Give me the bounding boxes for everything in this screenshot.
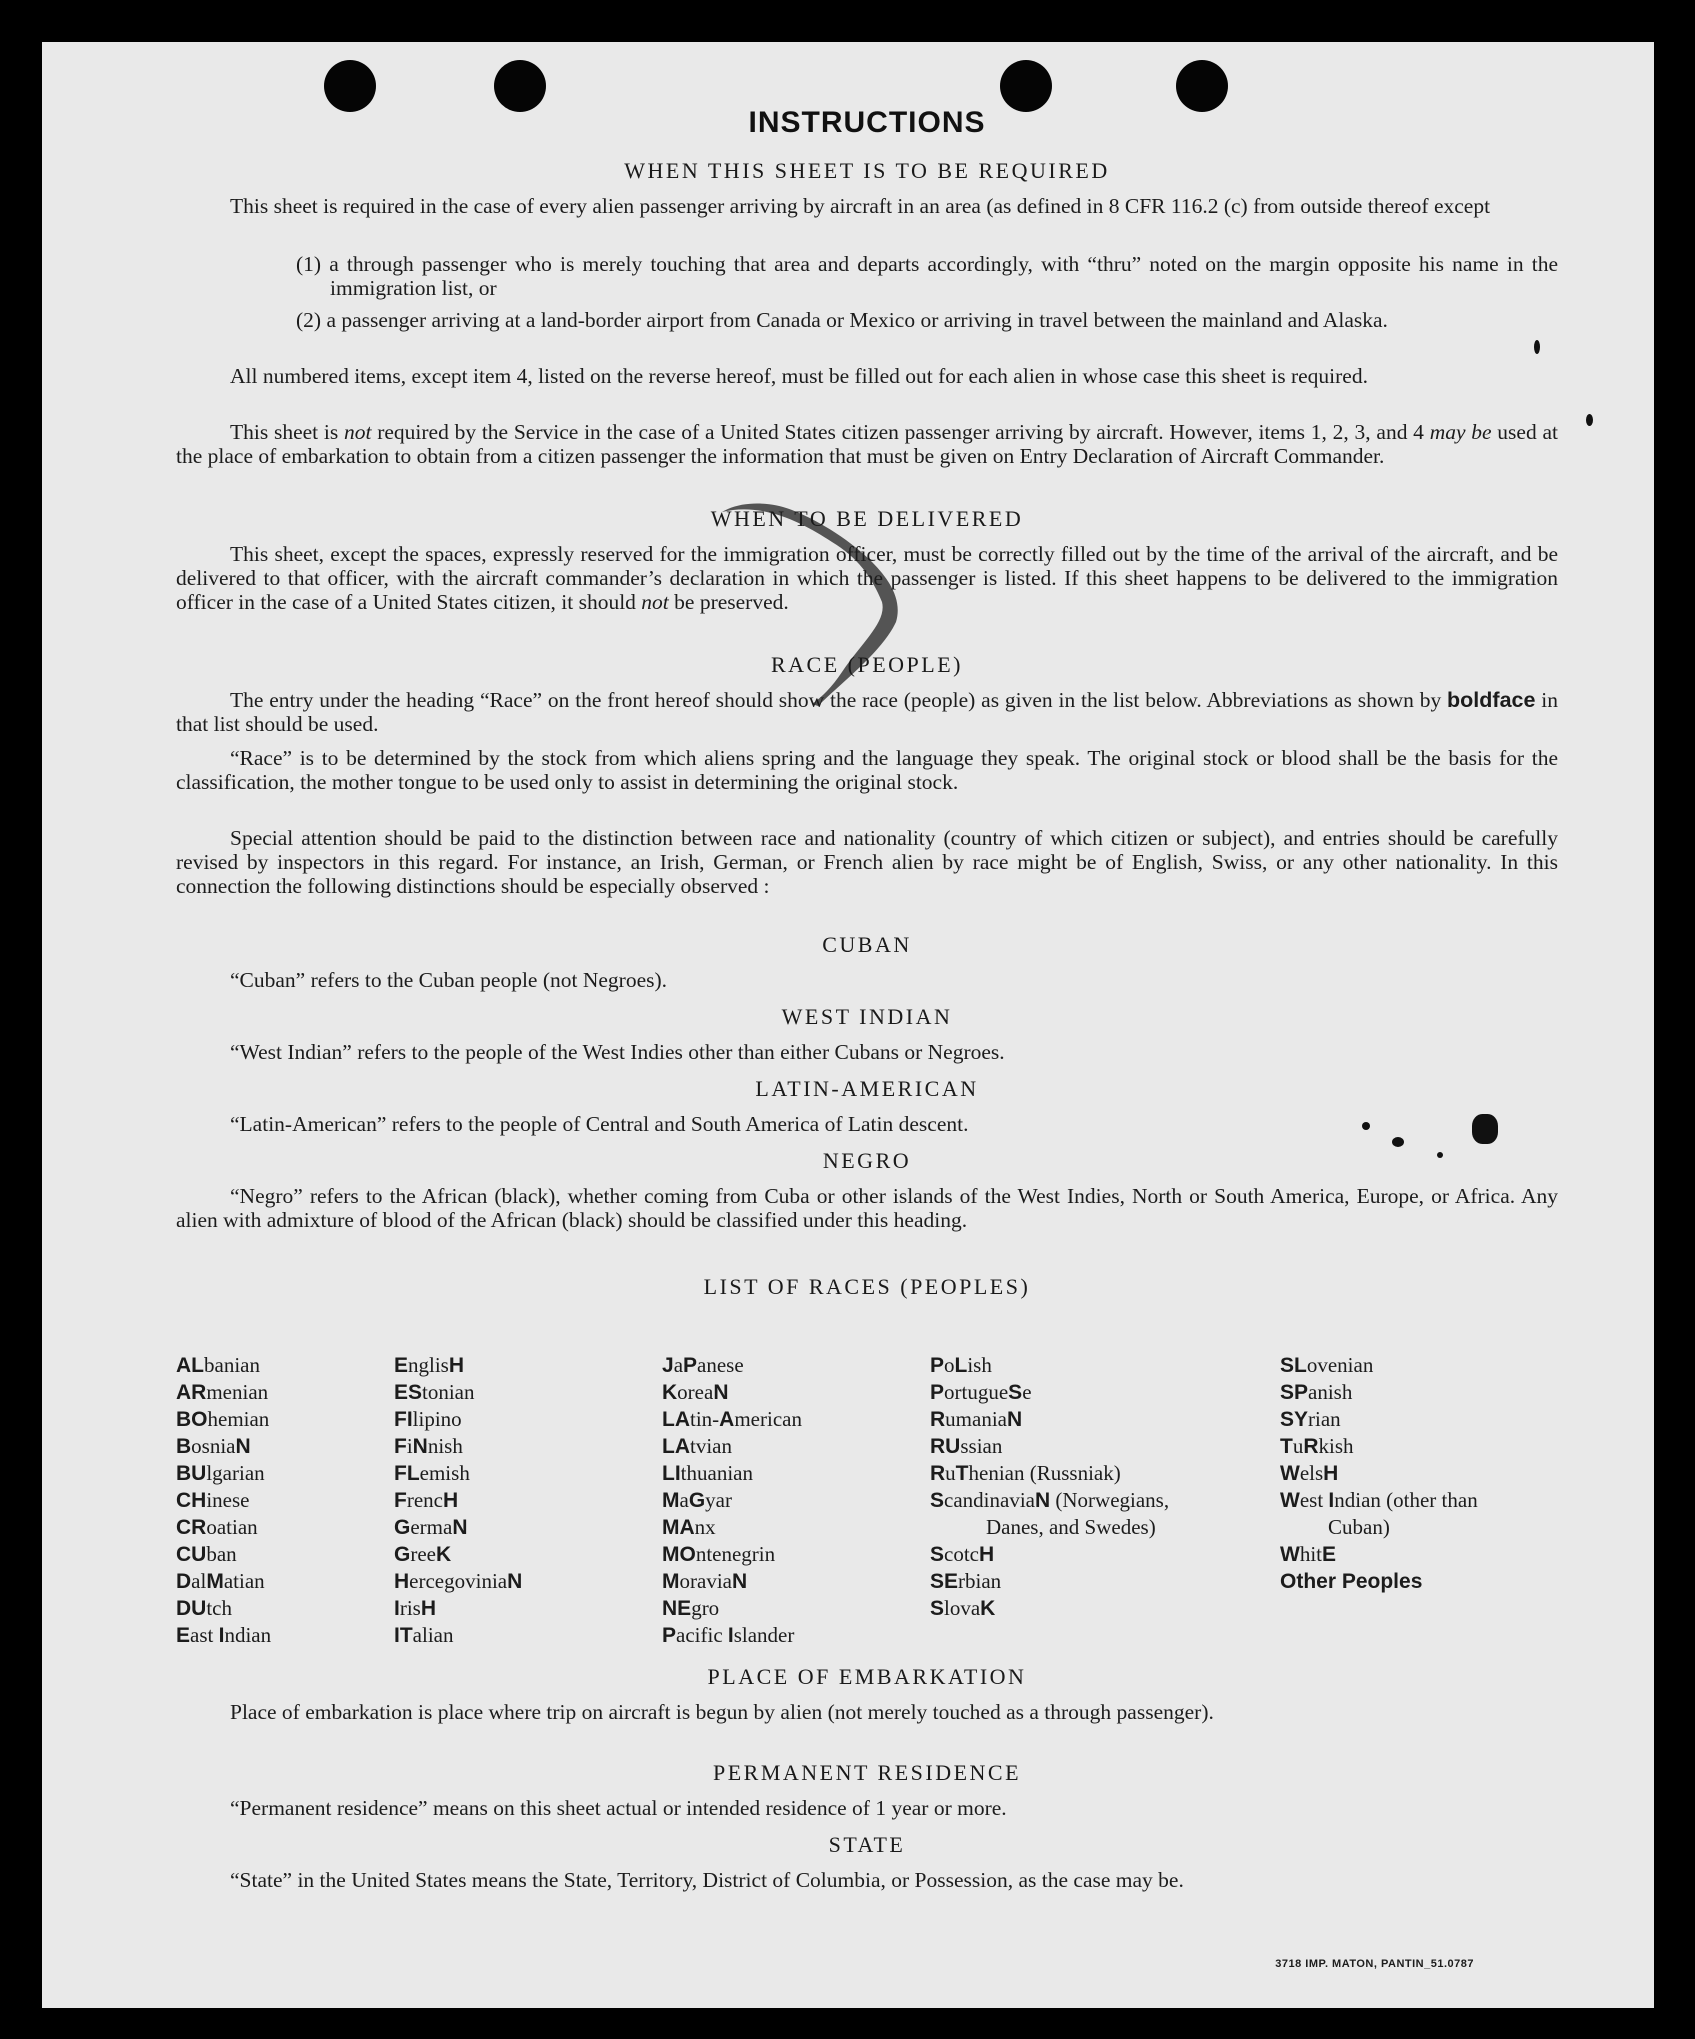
race-entry	[662, 1568, 912, 1595]
race-column	[662, 1352, 912, 1649]
heading-race: RACE (PEOPLE)	[771, 652, 963, 677]
race-entry-segment: MA	[662, 1516, 695, 1539]
race-entry-segment: ercegovinia	[409, 1569, 508, 1593]
race-entry	[662, 1541, 912, 1568]
race-entry-segment: CR	[176, 1516, 207, 1539]
race-entry-segment: BO	[176, 1408, 208, 1431]
race-entry	[1280, 1433, 1540, 1460]
race-entry	[394, 1595, 634, 1622]
heading-west-indian: WEST INDIAN	[781, 1004, 953, 1029]
race-entry	[930, 1352, 1220, 1379]
race-entry-segment: atian	[223, 1569, 265, 1593]
heading-state: STATE	[828, 1832, 906, 1857]
race-entry	[394, 1622, 634, 1649]
race-para-1: The entry under the heading “Race” on the front hereof should show the race (people) as given in the list below. Abbreviations as shown by boldface in that list should be used.	[176, 688, 1558, 736]
race-entry-segment: alian	[412, 1623, 454, 1647]
race-entry-segment: K	[980, 1597, 996, 1620]
race-entry	[930, 1433, 1220, 1460]
race-entry-segment: BU	[176, 1462, 207, 1485]
heading-latin-american: LATIN-AMERICAN	[755, 1076, 979, 1101]
race-entry	[176, 1379, 376, 1406]
race-entry-segment: IT	[394, 1624, 413, 1647]
race-entry-segment: candinavia	[944, 1488, 1035, 1512]
when-delivered-text: This sheet, except the spaces, expressly reserved for the immigration officer, must be correctly filled out by the time of the arrival of the aircraft, and be delivered to that officer, with the aircraft commander’s declaration in which the passenger is listed. If this sheet happens to be delivered to the immigration officer in the case of a United States citizen, it should not be preserved.	[176, 542, 1558, 614]
document-sheet	[42, 42, 1654, 2008]
race-entry-segment: ovenian	[1306, 1353, 1374, 1377]
race-para-2: “Race” is to be determined by the stock from which aliens spring and the language they speak. The original stock or blood shall be the basis for the classification, the mother tongue to be used only to assist in determining the original stock.	[176, 746, 1558, 794]
race-entry-segment: merican	[734, 1407, 802, 1431]
race-entry-segment: ortugue	[944, 1380, 1009, 1404]
race-entry	[1280, 1487, 1540, 1541]
race-entry	[394, 1406, 634, 1433]
race-entry	[176, 1541, 376, 1568]
race-entry-segment: H	[420, 1597, 437, 1620]
heading-when-delivered: WHEN TO BE DELIVERED	[710, 506, 1024, 531]
race-entry	[930, 1568, 1220, 1595]
race-entry	[1280, 1460, 1540, 1487]
race-entry-segment: o	[944, 1353, 955, 1377]
race-entry-segment: AL	[176, 1354, 204, 1377]
race-entry-segment: M	[662, 1489, 680, 1512]
race-entry-segment: H	[1323, 1462, 1339, 1485]
race-entry-segment: DU	[176, 1597, 207, 1620]
race-entry-segment: CH	[176, 1489, 207, 1512]
race-entry	[394, 1433, 634, 1460]
race-entry	[662, 1622, 912, 1649]
race-entry-segment: W	[1280, 1462, 1300, 1485]
race-entry	[662, 1460, 912, 1487]
race-list	[176, 1352, 1558, 1652]
race-entry	[176, 1406, 376, 1433]
race-entry-segment: SL	[1280, 1354, 1307, 1377]
race-entry-segment: osnia	[191, 1434, 236, 1458]
heading-permanent-residence: PERMANENT RESIDENCE	[712, 1760, 1022, 1785]
race-entry	[176, 1514, 376, 1541]
race-entry-segment: W	[1280, 1543, 1300, 1566]
race-entry-segment: H	[442, 1489, 459, 1512]
race-entry-segment: anese	[697, 1353, 744, 1377]
race-entry-segment: M	[206, 1570, 224, 1593]
race-entry-segment: ban	[206, 1542, 237, 1566]
printer-imprint: 3718 IMP. MATON, PANTIN_51.0787	[1275, 1958, 1474, 1970]
race-entry-segment: N	[452, 1516, 468, 1539]
race-entry	[176, 1595, 376, 1622]
race-entry-segment: N	[412, 1435, 428, 1458]
heading-embarkation: PLACE OF EMBARKATION	[707, 1664, 1027, 1689]
race-entry-segment: hemian	[207, 1407, 270, 1431]
race-entry-segment: I	[218, 1624, 225, 1647]
race-entry-segment: AR	[176, 1381, 207, 1404]
race-entry-segment: N	[713, 1381, 729, 1404]
race-entry-segment: F	[394, 1435, 407, 1458]
race-entry-segment: u	[945, 1461, 956, 1485]
race-entry-segment: L	[954, 1354, 968, 1377]
negro-text: “Negro” refers to the African (black), whether coming from Cuba or other islands of the West Indies, North or South America, Europe, or Africa. Any alien with admixture of blood of the African (black) should be classified under this heading.	[176, 1184, 1558, 1232]
race-entry	[394, 1514, 634, 1541]
race-entry-segment: R	[930, 1408, 946, 1431]
race-entry	[662, 1379, 912, 1406]
race-entry	[176, 1460, 376, 1487]
race-entry-segment: hit	[1299, 1542, 1322, 1566]
race-entry-segment: S	[930, 1543, 945, 1566]
punch-hole	[494, 60, 546, 112]
race-entry	[394, 1541, 634, 1568]
race-entry	[394, 1460, 634, 1487]
race-entry-segment: nish	[427, 1434, 463, 1458]
race-entry-segment: H	[979, 1543, 995, 1566]
embarkation-text: Place of embarkation is place where trip on aircraft is begun by alien (not merely touched as a through passenger).	[230, 1700, 1214, 1724]
race-entry	[662, 1487, 912, 1514]
race-entry-segment: inese	[206, 1488, 250, 1512]
race-entry-segment: MO	[662, 1543, 696, 1566]
race-entry	[662, 1433, 912, 1460]
race-entry-segment: I	[394, 1597, 400, 1620]
race-entry-segment: ris	[399, 1596, 421, 1620]
race-entry-segment: menian	[206, 1380, 269, 1404]
race-entry	[394, 1352, 634, 1379]
race-entry-segment: E	[1322, 1543, 1337, 1566]
race-entry-segment: nx	[694, 1515, 716, 1539]
race-column	[1280, 1352, 1540, 1595]
race-entry-segment: lova	[944, 1596, 981, 1620]
race-entry-segment: S	[930, 1489, 945, 1512]
race-entry	[662, 1514, 912, 1541]
race-entry-segment: H	[394, 1570, 410, 1593]
race-entry-segment: tin-	[690, 1407, 720, 1431]
race-entry-segment: (Norwegians, Danes, and Swedes)	[986, 1488, 1170, 1539]
race-entry-segment: cotc	[944, 1542, 979, 1566]
race-entry-segment: W	[1280, 1489, 1300, 1512]
race-entry-segment: NE	[662, 1597, 692, 1620]
when-required-item-2: (2) a passenger arriving at a land-border airport from Canada or Mexico or arriving in travel between the mainland and Alaska.	[296, 308, 1388, 332]
race-entry-segment: tch	[206, 1596, 232, 1620]
race-entry-segment: T	[955, 1462, 969, 1485]
race-entry-segment: P	[662, 1624, 677, 1647]
race-entry-segment: a	[673, 1353, 684, 1377]
race-entry	[394, 1487, 634, 1514]
race-entry-segment: u	[1292, 1434, 1304, 1458]
race-entry	[176, 1568, 376, 1595]
race-entry	[930, 1406, 1220, 1433]
race-entry-segment: P	[930, 1354, 945, 1377]
race-entry-segment: CU	[176, 1543, 207, 1566]
race-column	[176, 1352, 376, 1649]
race-entry-segment: LA	[662, 1408, 690, 1431]
race-entry-segment: E	[394, 1354, 409, 1377]
race-entry-segment: N	[1034, 1489, 1051, 1512]
state-text: “State” in the United States means the State, Territory, District of Columbia, or Possession, as the case may be.	[230, 1868, 1184, 1892]
race-entry	[1280, 1568, 1540, 1595]
race-entry-segment: yar	[705, 1488, 732, 1512]
race-entry-segment: e	[1022, 1380, 1032, 1404]
race-entry-segment: gro	[691, 1596, 720, 1620]
race-column	[394, 1352, 634, 1649]
race-entry-segment: FI	[394, 1408, 413, 1431]
race-entry	[662, 1352, 912, 1379]
race-entry-segment: G	[394, 1516, 411, 1539]
race-entry-segment: G	[688, 1489, 706, 1512]
race-entry-segment: slander	[733, 1623, 795, 1647]
residence-text: “Permanent residence” means on this sheet actual or intended residence of 1 year or more.	[230, 1796, 1007, 1820]
race-entry-segment: lipino	[412, 1407, 462, 1431]
race-entry-segment: oravia	[679, 1569, 732, 1593]
race-entry-segment: erma	[410, 1515, 453, 1539]
race-entry-segment: S	[1008, 1381, 1023, 1404]
ink-speck	[1586, 414, 1593, 426]
race-entry-segment: ndian	[224, 1623, 272, 1647]
race-entry-segment: emish	[419, 1461, 470, 1485]
when-required-para-3: This sheet is not required by the Service in the case of a United States citizen passenger arriving by aircraft. However, items 1, 2, 3, and 4 may be used at the place of embarkation to obtain from a citizen passenger the information that must be given on Entry Declaration of Aircraft Commander.	[176, 420, 1558, 468]
race-entry	[1280, 1406, 1540, 1433]
race-entry-segment: RU	[930, 1435, 961, 1458]
race-entry	[176, 1352, 376, 1379]
race-entry	[1280, 1352, 1540, 1379]
race-entry-segment: I	[727, 1624, 734, 1647]
race-entry-segment: orea	[677, 1380, 714, 1404]
heading-negro: NEGRO	[822, 1148, 912, 1173]
race-entry-segment: FL	[394, 1462, 420, 1485]
race-entry-segment: SP	[1280, 1381, 1309, 1404]
race-entry-segment: LA	[662, 1435, 690, 1458]
race-entry-segment: N	[731, 1570, 748, 1593]
race-entry-segment: lgarian	[206, 1461, 265, 1485]
race-entry-segment: P	[930, 1381, 945, 1404]
race-entry-segment: K	[435, 1543, 452, 1566]
race-entry	[930, 1460, 1220, 1487]
race-entry-segment: SE	[930, 1570, 959, 1593]
race-entry-segment: els	[1299, 1461, 1324, 1485]
race-entry-segment: B	[176, 1435, 192, 1458]
latin-american-text: “Latin-American” refers to the people of Central and South America of Latin descent.	[230, 1112, 969, 1136]
race-entry-segment: M	[662, 1570, 680, 1593]
race-entry-segment: K	[662, 1381, 678, 1404]
race-entry-segment: P	[683, 1354, 698, 1377]
when-required-intro: This sheet is required in the case of every alien passenger arriving by aircraft in an area (as defined in 8 CFR 116.2 (c) from outside thereof except	[230, 194, 1491, 218]
race-column	[930, 1352, 1220, 1622]
race-entry	[176, 1622, 376, 1649]
race-entry-segment: umania	[945, 1407, 1007, 1431]
heading-when-required: WHEN THIS SHEET IS TO BE REQUIRED	[624, 158, 1110, 183]
race-entry-segment: S	[930, 1597, 945, 1620]
race-entry-segment: SY	[1280, 1408, 1309, 1431]
race-entry-segment: ast	[190, 1623, 219, 1647]
race-entry-segment: ssian	[960, 1434, 1003, 1458]
race-entry-segment: I	[1328, 1489, 1335, 1512]
race-entry-segment: ndian (other than Cuban)	[1328, 1488, 1478, 1539]
race-entry	[930, 1541, 1220, 1568]
race-entry-segment: nglis	[408, 1353, 449, 1377]
race-entry-segment: acific	[676, 1623, 728, 1647]
race-entry-segment: ES	[394, 1381, 423, 1404]
race-entry-segment: ree	[410, 1542, 436, 1566]
race-entry-segment: R	[1303, 1435, 1319, 1458]
cuban-text: “Cuban” refers to the Cuban people (not Negroes).	[230, 968, 668, 992]
race-entry-segment: est	[1299, 1488, 1329, 1512]
race-entry-segment: banian	[204, 1353, 260, 1377]
heading-list-of-races: LIST OF RACES (PEOPLES)	[703, 1274, 1031, 1299]
race-entry-segment: R	[930, 1462, 946, 1485]
race-entry-segment: Other Peoples	[1280, 1570, 1423, 1593]
race-entry-segment: D	[176, 1570, 192, 1593]
when-required-para-2: All numbered items, except item 4, listed on the reverse hereof, must be filled out for each alien in whose case this sheet is required.	[230, 364, 1368, 388]
race-entry	[930, 1595, 1220, 1622]
race-para-3: Special attention should be paid to the distinction between race and nationality (country of which citizen or subject), and entries should be carefully revised by inspectors in this regard. For instance, an Irish, German, or French alien by race might be of English, Swiss, or any other nationality. In this connection the following distinctions should be especially observed :	[176, 826, 1558, 898]
race-entry-segment: a	[679, 1488, 689, 1512]
race-entry-segment: LI	[662, 1462, 681, 1485]
race-entry	[394, 1568, 634, 1595]
race-entry	[394, 1379, 634, 1406]
race-entry-segment: J	[662, 1354, 674, 1377]
race-entry	[930, 1487, 1220, 1541]
heading-cuban: CUBAN	[822, 932, 912, 957]
race-entry	[1280, 1379, 1540, 1406]
race-entry-segment: N	[507, 1570, 523, 1593]
race-entry	[662, 1406, 912, 1433]
west-indian-text: “West Indian” refers to the people of the West Indies other than either Cubans or Negroes.	[230, 1040, 1005, 1064]
punch-hole	[1000, 60, 1052, 112]
race-entry-segment: renc	[406, 1488, 443, 1512]
race-entry-segment: F	[394, 1489, 407, 1512]
ink-speck	[1392, 1137, 1404, 1147]
race-entry-segment: thuanian	[680, 1461, 753, 1485]
race-entry-segment: ish	[967, 1353, 992, 1377]
ink-speck	[1534, 340, 1540, 354]
race-entry-segment: kish	[1318, 1434, 1354, 1458]
race-entry-segment: A	[719, 1408, 735, 1431]
when-required-item-1: (1) a through passenger who is merely touching that area and departs accordingly, with “thru” noted on the margin opposite his name in the immigration list, or	[296, 252, 1558, 300]
race-entry-segment: i	[406, 1434, 413, 1458]
race-entry-segment: al	[191, 1569, 207, 1593]
race-entry	[930, 1379, 1220, 1406]
punch-hole	[324, 60, 376, 112]
race-entry-segment: ntenegrin	[695, 1542, 776, 1566]
race-entry-segment: anish	[1308, 1380, 1353, 1404]
race-entry-segment: H	[448, 1354, 465, 1377]
page-title: INSTRUCTIONS	[748, 106, 986, 139]
race-entry-segment: oatian	[206, 1515, 258, 1539]
race-entry	[176, 1433, 376, 1460]
race-entry	[1280, 1541, 1540, 1568]
race-entry-segment: henian (Russniak)	[968, 1461, 1121, 1485]
race-entry-segment: rian	[1308, 1407, 1341, 1431]
punch-hole	[1176, 60, 1228, 112]
race-entry	[662, 1595, 912, 1622]
race-entry-segment: rbian	[958, 1569, 1002, 1593]
race-entry-segment: G	[394, 1543, 411, 1566]
race-entry	[176, 1487, 376, 1514]
race-entry-segment: E	[176, 1624, 191, 1647]
race-entry-segment: tvian	[690, 1434, 732, 1458]
race-entry-segment: N	[1006, 1408, 1023, 1431]
race-entry-segment: tonian	[422, 1380, 475, 1404]
race-entry-segment: T	[1280, 1435, 1293, 1458]
race-entry-segment: N	[235, 1435, 251, 1458]
